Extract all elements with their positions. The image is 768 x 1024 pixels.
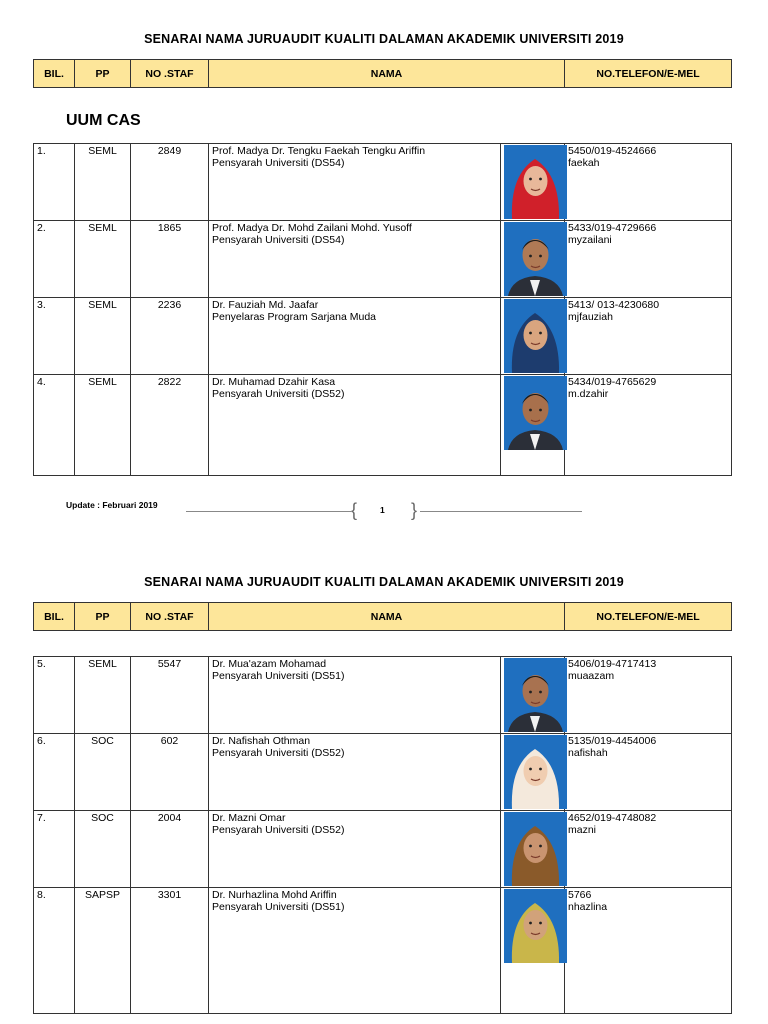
brace-left: { <box>351 500 358 520</box>
cell-nama <box>209 144 501 221</box>
staff-photo <box>504 658 567 732</box>
table-row <box>34 734 732 811</box>
staff-email: mazni <box>568 824 597 836</box>
staff-table-page2 <box>33 656 732 1014</box>
staff-phone: 5433/019-4729666 <box>568 222 657 234</box>
header-staf: NO .STAF <box>131 603 209 630</box>
cell-photo <box>501 375 565 476</box>
brace-right: } <box>411 500 418 520</box>
cell-bil: 4. <box>34 375 75 476</box>
header-pp: PP <box>75 60 131 87</box>
staff-photo <box>504 222 567 296</box>
staff-position: Pensyarah Universiti (DS54) <box>212 157 345 169</box>
cell-nama <box>209 888 501 1014</box>
cell-bil: 7. <box>34 811 75 888</box>
cell-photo <box>501 144 565 221</box>
cell-staf: 2822 <box>131 375 209 476</box>
footer-update: Update : Februari 2019 <box>66 500 158 510</box>
cell-bil: 1. <box>34 144 75 221</box>
cell-photo <box>501 734 565 811</box>
cell-contact <box>565 298 732 375</box>
staff-email: faekah <box>568 157 600 169</box>
cell-nama <box>209 375 501 476</box>
staff-photo <box>504 145 567 219</box>
staff-phone: 5450/019-4524666 <box>568 145 657 157</box>
header-staf: NO .STAF <box>131 60 209 87</box>
cell-pp: SEML <box>75 221 131 298</box>
header-pp: PP <box>75 603 131 630</box>
staff-position: Pensyarah Universiti (DS52) <box>212 824 345 836</box>
staff-email: myzailani <box>568 234 612 246</box>
table-header-2 <box>33 602 732 631</box>
staff-photo <box>504 812 567 886</box>
table-row <box>34 811 732 888</box>
cell-bil: 6. <box>34 734 75 811</box>
cell-nama <box>209 221 501 298</box>
cell-contact <box>565 888 732 1014</box>
table-row <box>34 298 732 375</box>
staff-photo <box>504 735 567 809</box>
table-row <box>34 375 732 476</box>
staff-position: Pensyarah Universiti (DS51) <box>212 670 345 682</box>
staff-position: Pensyarah Universiti (DS52) <box>212 388 345 400</box>
header-bil: BIL. <box>34 603 75 630</box>
cell-pp: SEML <box>75 657 131 734</box>
cell-pp: SAPSP <box>75 888 131 1014</box>
cell-photo <box>501 657 565 734</box>
cell-nama <box>209 657 501 734</box>
staff-position: Pensyarah Universiti (DS52) <box>212 747 345 759</box>
cell-photo <box>501 888 565 1014</box>
footer-rule-left <box>186 511 351 512</box>
staff-name: Prof. Madya Dr. Tengku Faekah Tengku Ariffin <box>212 145 426 157</box>
footer-rule-right <box>420 511 582 512</box>
staff-email: nhazlina <box>568 901 608 913</box>
staff-email: m.dzahir <box>568 388 609 400</box>
cell-nama <box>209 734 501 811</box>
staff-phone: 5766 <box>568 889 592 901</box>
cell-photo <box>501 298 565 375</box>
cell-contact <box>565 657 732 734</box>
staff-phone: 5135/019-4454006 <box>568 735 657 747</box>
staff-table-page1 <box>33 143 732 476</box>
staff-phone: 4652/019-4748082 <box>568 812 657 824</box>
cell-bil: 8. <box>34 888 75 1014</box>
cell-pp: SEML <box>75 375 131 476</box>
staff-email: mjfauziah <box>568 311 613 323</box>
table-row <box>34 221 732 298</box>
cell-contact <box>565 144 732 221</box>
cell-contact <box>565 734 732 811</box>
cell-pp: SOC <box>75 811 131 888</box>
staff-position: Penyelaras Program Sarjana Muda <box>212 311 377 323</box>
table-row <box>34 888 732 1014</box>
staff-email: nafishah <box>568 747 608 759</box>
staff-photo <box>504 299 567 373</box>
staff-name: Dr. Mua'azam Mohamad <box>212 658 327 670</box>
cell-staf: 3301 <box>131 888 209 1014</box>
cell-bil: 2. <box>34 221 75 298</box>
staff-phone: 5413/ 013-4230680 <box>568 299 660 311</box>
staff-position: Pensyarah Universiti (DS51) <box>212 901 345 913</box>
page-title-2: SENARAI NAMA JURUAUDIT KUALITI DALAMAN AKADEMIK UNIVERSITI 2019 <box>144 575 624 589</box>
cell-contact <box>565 811 732 888</box>
section-title: UUM CAS <box>66 112 141 129</box>
cell-staf: 5547 <box>131 657 209 734</box>
page-title: SENARAI NAMA JURUAUDIT KUALITI DALAMAN AKADEMIK UNIVERSITI 2019 <box>144 32 624 46</box>
cell-pp: SEML <box>75 298 131 375</box>
staff-email: muaazam <box>568 670 615 682</box>
staff-name: Dr. Fauziah Md. Jaafar <box>212 299 319 311</box>
staff-name: Dr. Nurhazlina Mohd Ariffin <box>212 889 337 901</box>
table-row <box>34 144 732 221</box>
cell-photo <box>501 221 565 298</box>
cell-pp: SOC <box>75 734 131 811</box>
cell-staf: 2004 <box>131 811 209 888</box>
header-nama: NAMA <box>209 603 565 630</box>
staff-phone: 5434/019-4765629 <box>568 376 657 388</box>
header-nama: NAMA <box>209 60 565 87</box>
staff-position: Pensyarah Universiti (DS54) <box>212 234 345 246</box>
cell-staf: 2849 <box>131 144 209 221</box>
header-bil: BIL. <box>34 60 75 87</box>
cell-nama <box>209 811 501 888</box>
cell-pp: SEML <box>75 144 131 221</box>
cell-staf: 602 <box>131 734 209 811</box>
staff-name: Prof. Madya Dr. Mohd Zailani Mohd. Yusoff <box>212 222 412 234</box>
cell-staf: 1865 <box>131 221 209 298</box>
cell-nama <box>209 298 501 375</box>
staff-name: Dr. Nafishah Othman <box>212 735 311 747</box>
staff-name: Dr. Mazni Omar <box>212 812 286 824</box>
header-tel: NO.TELEFON/E-MEL <box>596 610 700 623</box>
staff-photo <box>504 376 567 450</box>
cell-bil: 3. <box>34 298 75 375</box>
page-number: 1 <box>380 505 385 515</box>
cell-contact <box>565 375 732 476</box>
cell-bil: 5. <box>34 657 75 734</box>
table-header <box>33 59 732 88</box>
cell-staf: 2236 <box>131 298 209 375</box>
cell-photo <box>501 811 565 888</box>
staff-name: Dr. Muhamad Dzahir Kasa <box>212 376 336 388</box>
header-tel: NO.TELEFON/E-MEL <box>596 67 700 80</box>
table-row <box>34 657 732 734</box>
staff-phone: 5406/019-4717413 <box>568 658 657 670</box>
cell-contact <box>565 221 732 298</box>
staff-photo <box>504 889 567 963</box>
